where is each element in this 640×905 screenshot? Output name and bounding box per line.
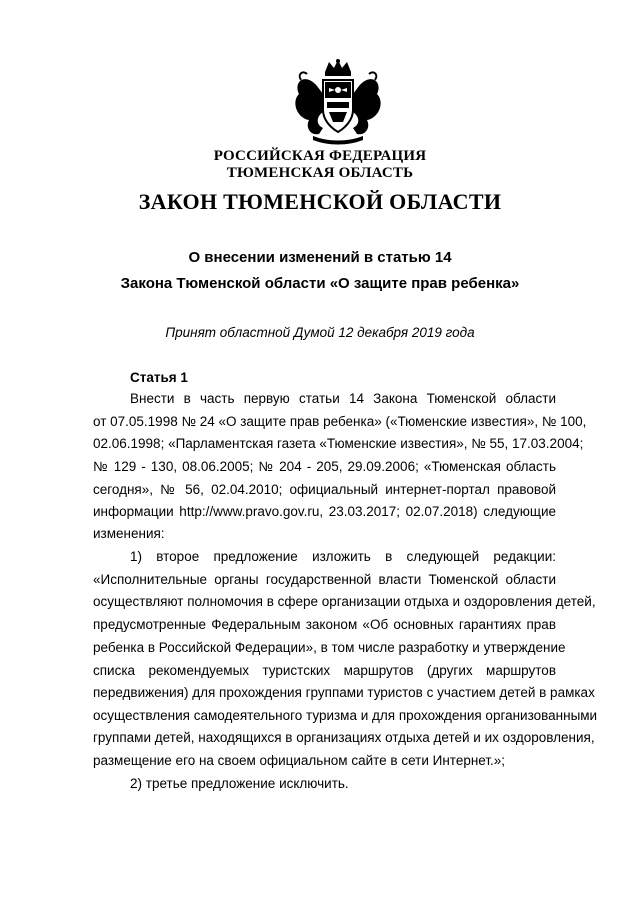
law-subject-line-2: Закона Тюменской области «О защите прав ребенка» bbox=[120, 275, 520, 292]
article-text-line: передвижения) для прохождения группами туристов с участием детей в рамках bbox=[93, 685, 595, 700]
article-title: Статья 1 bbox=[130, 370, 188, 385]
article-text-line: предусмотренные Федеральным законом «Об основных гарантиях прав bbox=[93, 617, 556, 632]
amendment-item-2: 2) третье предложение исключить. bbox=[130, 776, 349, 791]
adoption-note: Принят областной Думой 12 декабря 2019 года bbox=[165, 325, 475, 340]
article-text-line: осуществляют полномочия в сфере организации отдыха и оздоровления детей, bbox=[93, 594, 596, 609]
article-text-line: изменения: bbox=[93, 526, 165, 541]
article-text-line: группами детей, находящихся в организациях отдыха детей и их оздоровления, bbox=[93, 730, 595, 745]
article-text-line: осуществления самодеятельного туризма и для прохождения организованными bbox=[93, 708, 598, 723]
region-heading: ТЮМЕНСКАЯ ОБЛАСТЬ bbox=[226, 165, 414, 181]
article-text-line: 02.06.1998; «Парламентская газета «Тюменские известия», № 55, 17.03.2004; bbox=[93, 436, 584, 451]
article-text-line: ребенка в Российской Федерации», в том числе разработку и утверждение bbox=[93, 640, 566, 655]
article-text-line: размещение его на своем официальном сайте в сети Интернет.»; bbox=[93, 753, 506, 768]
law-subject-line-1: О внесении изменений в статью 14 bbox=[188, 249, 452, 266]
article-text-line: списка рекомендуемых туристских маршрутов (других маршрутов bbox=[93, 663, 556, 678]
article-text-line: информации http://www.pravo.gov.ru, 23.03.2017; 02.07.2018) следующие bbox=[93, 504, 556, 519]
amendment-item-1: 1) второе предложение изложить в следующей редакции: bbox=[130, 549, 556, 564]
article-text-line: Внести в часть первую статьи 14 Закона Тюменской области bbox=[130, 391, 556, 406]
country-heading: РОССИЙСКАЯ ФЕДЕРАЦИЯ bbox=[213, 148, 427, 164]
article-text-line: «Исполнительные органы государственной власти Тюменской области bbox=[93, 572, 556, 587]
article-text-line: сегодня», № 56, 02.04.2010; официальный интернет-портал правовой bbox=[93, 482, 556, 497]
article-text-line: от 07.05.1998 № 24 «О защите прав ребенка» («Тюменские известия», № 100, bbox=[93, 414, 587, 429]
law-title: ЗАКОН ТЮМЕНСКОЙ ОБЛАСТИ bbox=[138, 189, 502, 214]
article-text-line: № 129 - 130, 08.06.2005; № 204 - 205, 29.09.2006; «Тюменская область bbox=[93, 459, 556, 474]
coat-of-arms-icon bbox=[283, 58, 393, 146]
